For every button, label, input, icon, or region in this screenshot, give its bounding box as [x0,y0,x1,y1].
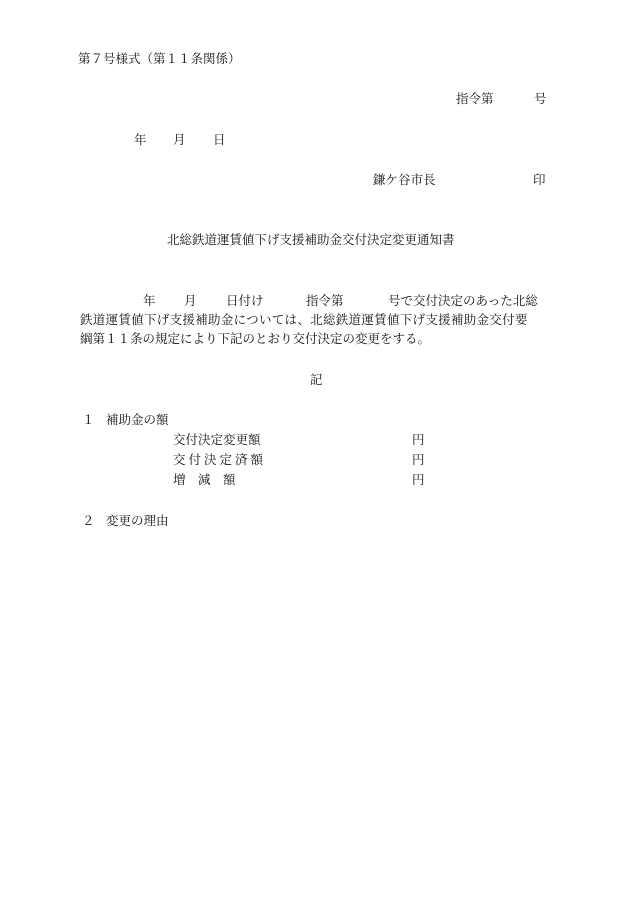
body-year: 年 [143,293,156,308]
reference-number-prefix: 指令第 [456,91,494,106]
section1-number: １ [82,412,95,427]
body-line2: 鉄道運賃値下げ支援補助金については、北総鉄道運賃値下げ支援補助金交付要 [80,312,528,327]
amount-row-label: 交付決定変更額 [173,432,261,447]
body-line1-tail: 号で交付決定のあった北総 [388,293,538,308]
issue-date-month: 月 [173,132,186,147]
amount-row-unit: 円 [412,472,425,487]
document-title: 北総鉄道運賃値下げ支援補助金交付決定変更通知書 [167,232,455,247]
issue-date-day: 日 [213,132,226,147]
issuer-name: 鎌ケ谷市長 [373,172,436,187]
body-month: 月 [184,293,197,308]
issuer-seal: 印 [533,172,546,187]
ki-marker: 記 [310,372,323,387]
issue-date-year: 年 [134,132,147,147]
section2-heading: 変更の理由 [106,513,169,528]
section1-heading: 補助金の額 [106,412,169,427]
reference-number-suffix: 号 [534,91,547,106]
amount-row-unit: 円 [412,452,425,467]
body-ref-prefix: 指令第 [306,293,344,308]
body-line3: 綱第１１条の規定により下記のとおり交付決定の変更をする。 [80,331,431,346]
body-dated: 日付け [226,293,264,308]
section2-number: ２ [82,513,95,528]
amount-row-label: 増 減 額 [173,472,236,487]
amount-row-unit: 円 [412,432,425,447]
form-label: 第７号様式（第１１条関係） [78,51,241,66]
amount-row-label: 交付決定済額 [173,452,267,467]
